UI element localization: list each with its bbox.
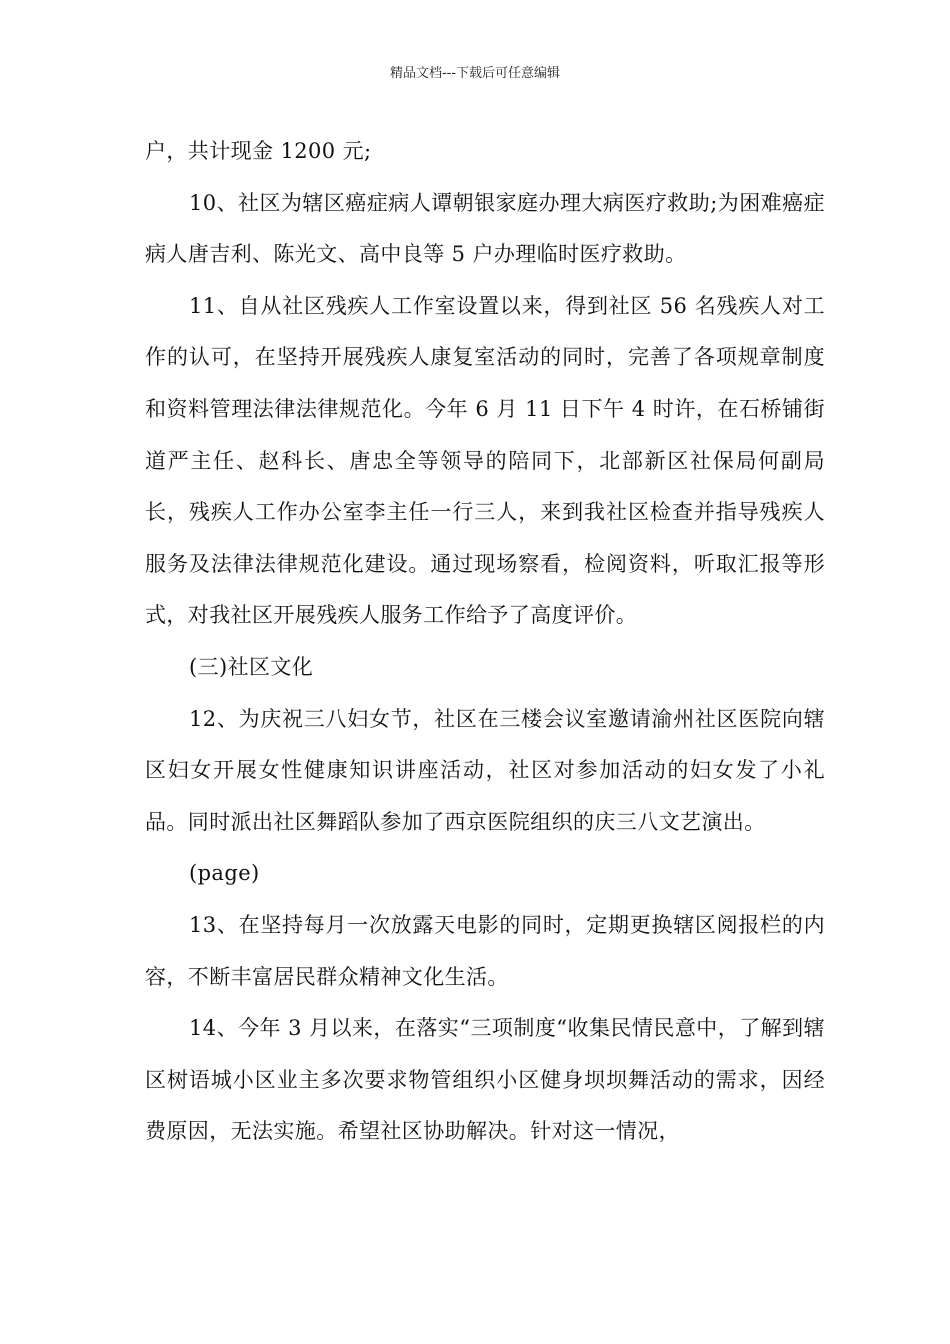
paragraph-continuation: 户，共计现金 1200 元;: [145, 139, 372, 163]
section-heading-community-culture: (三)社区文化: [189, 654, 314, 679]
paragraph-item-12: 12、为庆祝三八妇女节，社区在三楼会议室邀请渝州社区医院向辖区妇女开展女性健康知识讲座活动，社区对参加活动的妇女发了小礼品。同时派出社区舞蹈队参加了西京医院组织的庆三八文艺演出。: [145, 706, 825, 834]
paragraph-item-10: 10、社区为辖区癌症病人谭朝银家庭办理大病医疗救助;为困难癌症病人唐吉利、陈光文、高中良等 5 户办理临时医疗救助。: [145, 190, 825, 267]
paragraph-item-13: 13、在坚持每月一次放露天电影的同时，定期更换辖区阅报栏的内容，不断丰富居民群众精神文化生活。: [145, 912, 825, 989]
document-body: [145, 126, 825, 1158]
paragraph-item-11: 11、自从社区残疾人工作室设置以来，得到社区 56 名残疾人对工作的认可，在坚持开展残疾人康复室活动的同时，完善了各项规章制度和资料管理法律法律规范化。今年 6 月 11 日下午 4 时许，在石桥铺街道严主任、赵科长、唐忠全等领导的陪同下，北部新区社保局何副局长，残疾人工作办公室李主任一行三人，来到我社区检查并指导残疾人服务及法律法律规范化建设。通过现场察看，检阅资料，听取汇报等形式，对我社区开展残疾人服务工作给予了高度评价。: [145, 293, 825, 628]
page-marker: (page): [189, 861, 260, 886]
page-header: 精品文档---下载后可任意编辑: [389, 66, 561, 81]
paragraph-item-14: 14、今年 3 月以来，在落实“三项制度“收集民情民意中，了解到辖区树语城小区业主多次要求物管组织小区健身坝坝舞活动的需求，因经费原因，无法实施。希望社区协助解决。针对这一情况，: [145, 1016, 825, 1144]
